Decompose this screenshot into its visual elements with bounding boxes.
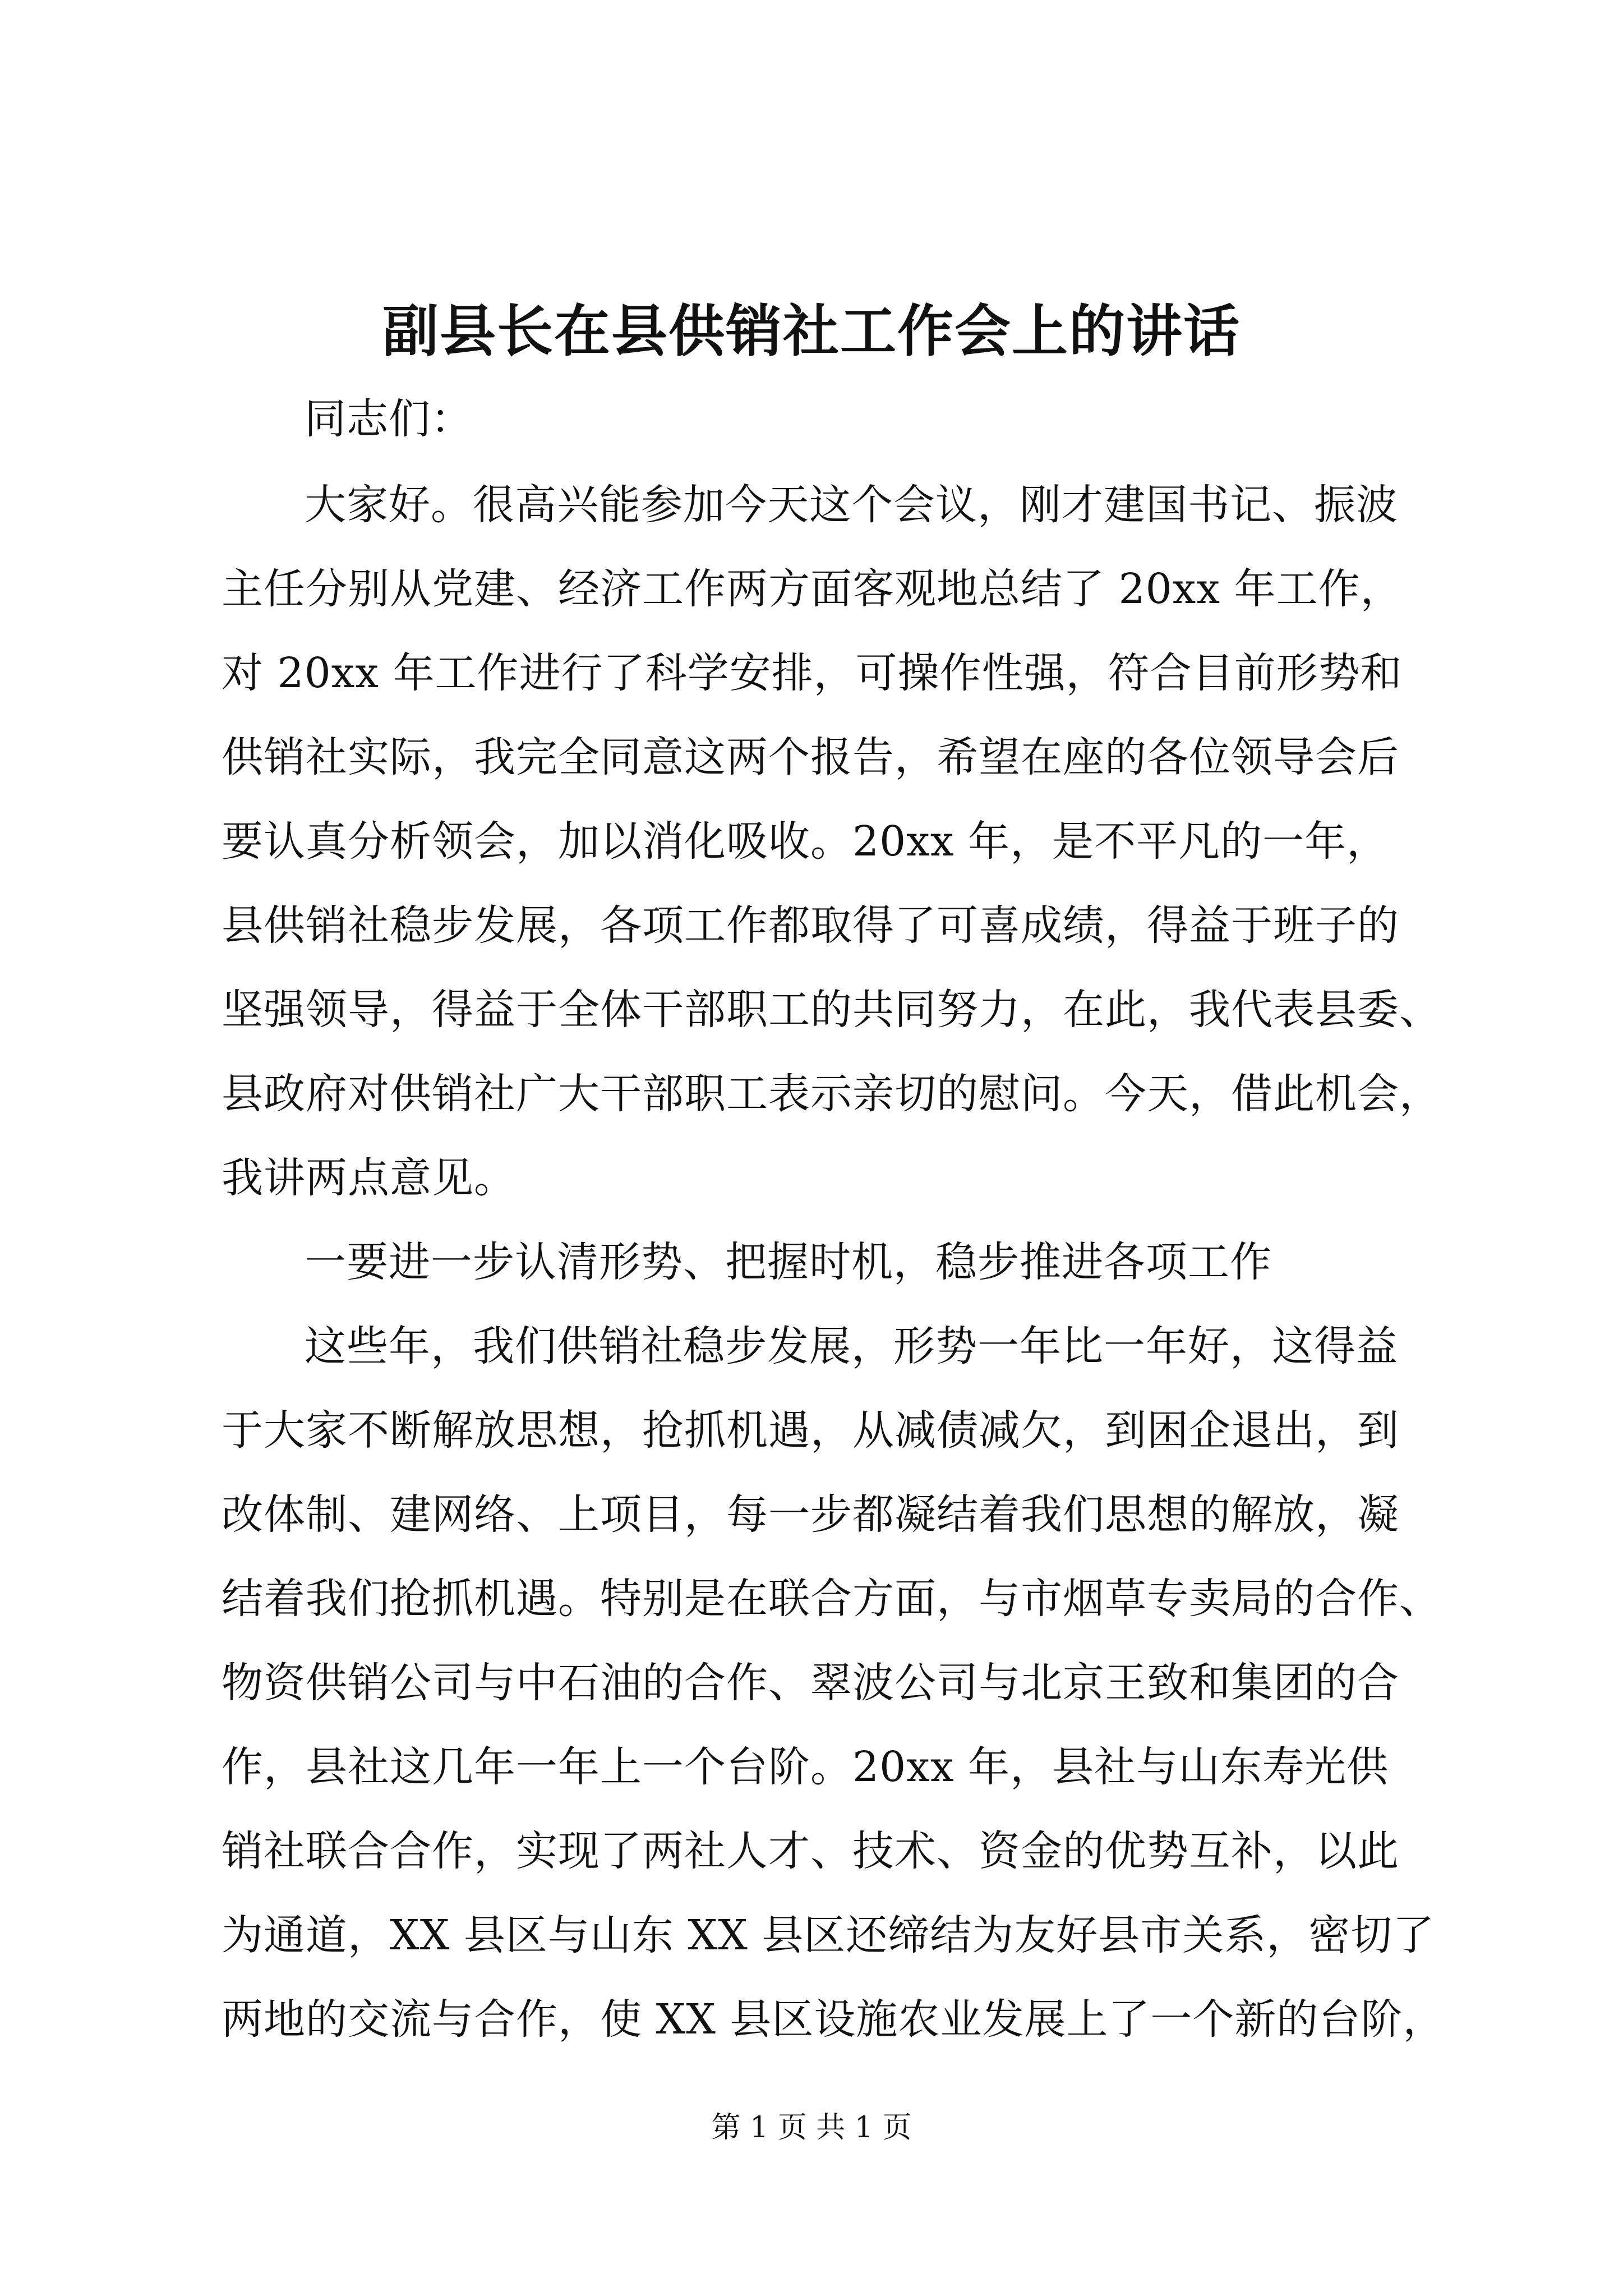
paragraph-line: 坚强领导，得益于全体干部职工的共同努力，在此，我代表县委、 [222,986,1441,1034]
paragraph-line: 主任分别从党建、经济工作两方面客观地总结了 20xx 年工作， [222,565,1403,613]
paragraph-line: 县政府对供销社广大干部职工表示亲切的慰问。今天，借此机会， [222,1070,1441,1118]
paragraph-line: 我讲两点意见。 [222,1154,516,1202]
paragraph-line: 大家好。很高兴能参加今天这个会议，刚才建国书记、振波 [305,481,1398,529]
paragraph-line: 要认真分析领会，加以消化吸收。20xx 年，是不平凡的一年， [222,817,1389,866]
paragraph-line: 于大家不断解放思想，抢抓机遇，从减债减欠，到困企退出，到 [222,1406,1399,1455]
paragraph-line: 对 20xx 年工作进行了科学安排，可操作性强，符合目前形势和 [222,649,1403,697]
paragraph-line: 供销社实际，我完全同意这两个报告，希望在座的各位领导会后 [222,733,1399,781]
paragraph-line: 为通道，XX 县区与山东 XX 县区还缔结为友好县市关系，密切了 [222,1911,1435,1959]
page-footer: 第 1 页 共 1 页 [711,2111,912,2145]
section-heading: 一要进一步认清形势、把握时机，稳步推进各项工作 [305,1238,1272,1286]
paragraph-line: 结着我们抢抓机遇。特别是在联合方面，与市烟草专卖局的合作、 [222,1575,1441,1623]
paragraph-line: 物资供销公司与中石油的合作、翠波公司与北京王致和集团的合 [222,1659,1399,1707]
document-title: 副县长在县供销社工作会上的讲话 [382,298,1241,364]
paragraph-line: 两地的交流与合作，使 XX 县区设施农业发展上了一个新的台阶， [222,1995,1445,2044]
paragraph-line: 这些年，我们供销社稳步发展，形势一年比一年好，这得益 [305,1322,1398,1370]
paragraph-line: 县供销社稳步发展，各项工作都取得了可喜成绩，得益于班子的 [222,901,1399,950]
paragraph-line: 改体制、建网络、上项目，每一步都凝结着我们思想的解放，凝 [222,1490,1399,1539]
salutation: 同志们： [305,395,473,443]
paragraph-line: 销社联合合作，实现了两社人才、技术、资金的优势互补，以此 [222,1827,1399,1875]
paragraph-line: 作，县社这几年一年上一个台阶。20xx 年，县社与山东寿光供 [222,1743,1389,1791]
